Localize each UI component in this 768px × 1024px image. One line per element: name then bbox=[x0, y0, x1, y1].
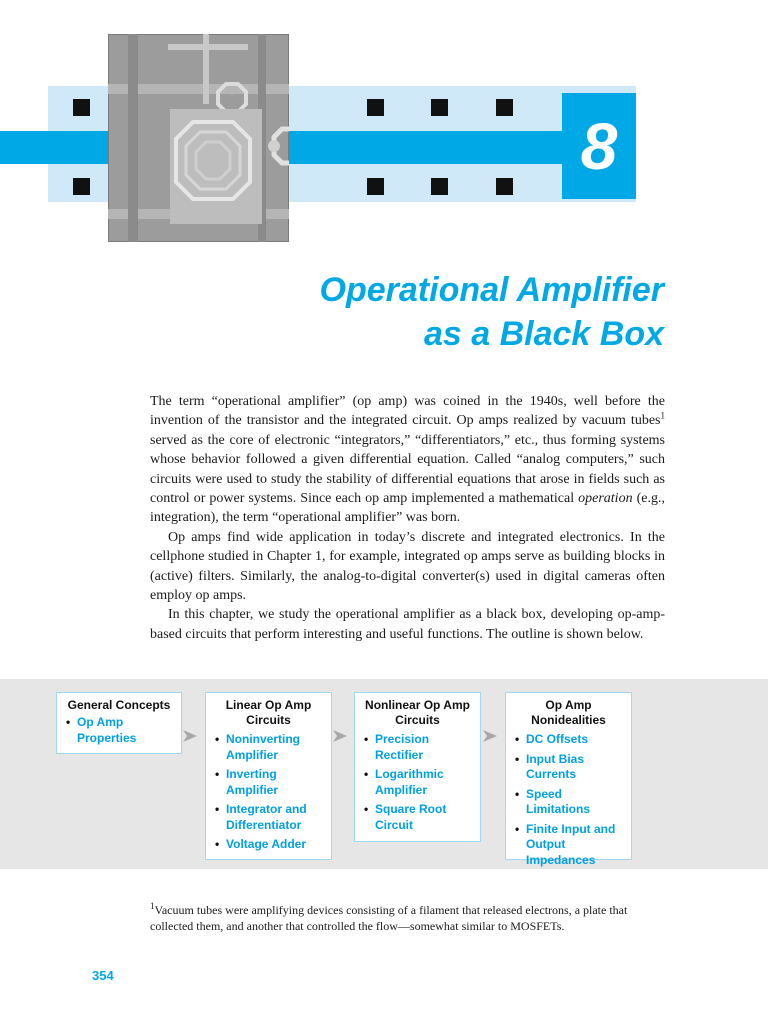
paragraph-3: In this chapter, we study the operational amplifier as a black box, developing op-amp-based circuits that perform interesting and useful functions. The outline is shown below. bbox=[150, 607, 665, 642]
arrow-right-icon bbox=[183, 727, 205, 745]
decorative-square bbox=[431, 99, 448, 116]
body-text bbox=[150, 392, 665, 644]
outline-box-title: Linear Op Amp Circuits bbox=[225, 698, 312, 727]
outline-item: • Op Amp Properties bbox=[62, 715, 176, 746]
outline-item: • Input Bias Currents bbox=[511, 752, 626, 783]
outline-box-linear-circuits bbox=[205, 692, 332, 860]
footnote-ref: 1 bbox=[660, 410, 665, 421]
footnote: $^1$Vacuum tubes were amplifying devices consisting of a filament that released electrons, a plate that collected them, and another that controlled the flow—somewhat similar to MOSFETs. bbox=[150, 901, 628, 933]
footnote-mark: 1 bbox=[150, 901, 155, 911]
outline-box-general-concepts bbox=[56, 692, 182, 754]
outline-box-title: General Concepts bbox=[67, 698, 171, 712]
outline-box-nonidealities bbox=[505, 692, 632, 867]
outline-item: • Voltage Adder bbox=[211, 837, 326, 853]
outline-item: • Integrator and Differentiator bbox=[211, 802, 326, 833]
decorative-square bbox=[431, 178, 448, 195]
page-number: 354 bbox=[92, 968, 114, 983]
outline-item: • Speed Limitations bbox=[511, 787, 626, 818]
decorative-square bbox=[496, 178, 513, 195]
decorative-square bbox=[73, 99, 90, 116]
chapter-title-line-1: Operational Amplifier bbox=[319, 271, 664, 309]
outline-box-title: Op Amp Nonidealities bbox=[531, 698, 606, 727]
outline-item: • DC Offsets bbox=[511, 732, 626, 748]
outline-item: • Logarithmic Amplifier bbox=[360, 767, 475, 798]
decorative-square bbox=[367, 178, 384, 195]
outline-item: • Finite Input and Output Impedances bbox=[511, 822, 626, 869]
outline-box-nonlinear-circuits bbox=[354, 692, 481, 842]
chip-photo bbox=[108, 34, 289, 242]
decorative-square bbox=[496, 99, 513, 116]
decorative-square bbox=[73, 178, 90, 195]
paragraph-1: The term “operational amplifier” (op amp) was coined in the 1940s, well before the invention of the transistor and the integrated circuit. Op amps realized by vacuum tubes$^1$ served as the core of electronic “integrators,” “differentiators,” etc., thus forming systems whose behavior followed a given differential equation. Called “analog computers,” such circuits were used to study the stability of differential equations that arose in fields such as control or power systems. Since each op amp implemented a mathematical operation (e.g., integration), the term “operational amplifier” was born. bbox=[150, 394, 665, 526]
outline-item: • Inverting Amplifier bbox=[211, 767, 326, 798]
arrow-right-icon bbox=[333, 727, 355, 745]
outline-box-title: Nonlinear Op Amp Circuits bbox=[365, 698, 470, 727]
chapter-number: 8 bbox=[580, 109, 618, 183]
arrow-right-icon bbox=[483, 727, 505, 745]
paragraph-2: Op amps find wide application in today’s discrete and integrated electronics. In the cellphone studied in Chapter 1, for example, integrated op amps serve as building blocks in (active) filters. Similarly, the analog-to-digital converter(s) used in digital cameras often employ op amps. bbox=[150, 529, 665, 604]
chapter-title-line-2: as a Black Box bbox=[423, 315, 664, 353]
outline-item: • Square Root Circuit bbox=[360, 802, 475, 833]
outline-item: • Noninverting Amplifier bbox=[211, 732, 326, 763]
decorative-square bbox=[367, 99, 384, 116]
outline-item: • Precision Rectifier bbox=[360, 732, 475, 763]
